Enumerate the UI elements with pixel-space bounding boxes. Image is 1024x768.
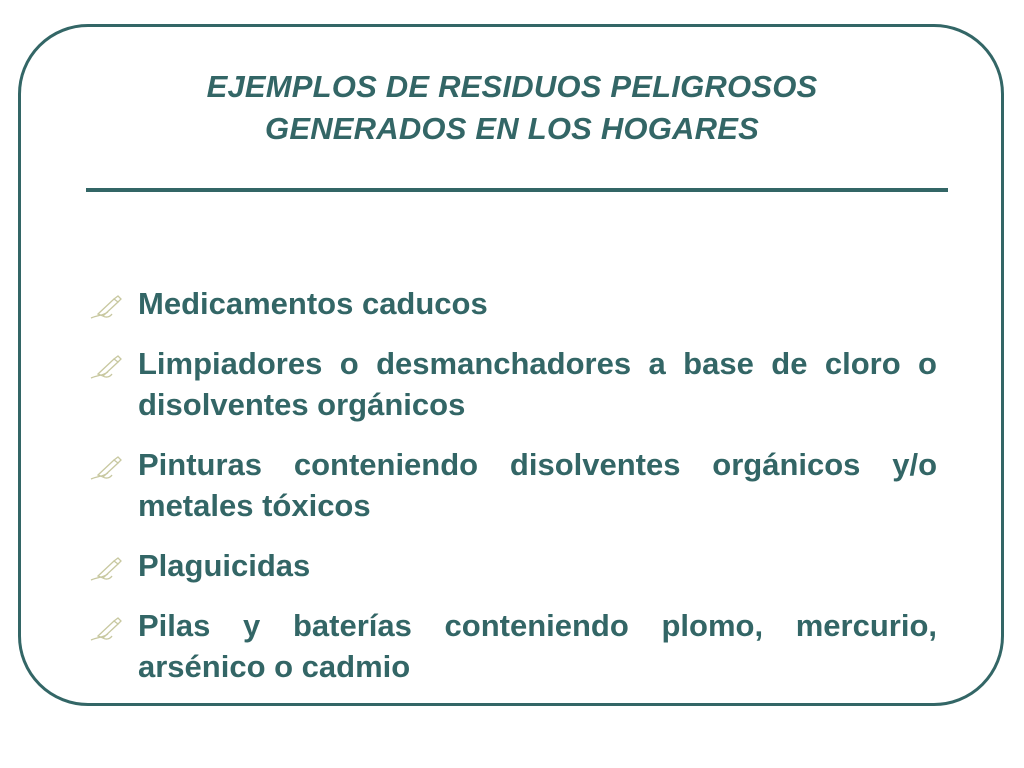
list-item-text: Medicamentos caducos (138, 286, 488, 321)
title-line-1: EJEMPLOS DE RESIDUOS PELIGROSOS (206, 69, 818, 104)
writing-hand-icon (88, 557, 122, 583)
list-item (86, 545, 937, 586)
list-item (86, 283, 937, 324)
bullet-list (86, 283, 937, 706)
writing-hand-icon (88, 617, 122, 643)
writing-hand-icon (88, 456, 122, 482)
title-divider (86, 188, 948, 192)
list-item-text: Pilas y baterías conteniendo plomo, mercurio, arsénico o cadmio (138, 608, 937, 684)
slide-title (80, 66, 944, 150)
list-item-text: Pinturas conteniendo disolventes orgánicos y/o metales tóxicos (138, 447, 937, 523)
list-item-text: Plaguicidas (138, 548, 311, 583)
list-item (86, 343, 937, 425)
writing-hand-icon (88, 355, 122, 381)
list-item (86, 605, 937, 687)
list-item (86, 444, 937, 526)
writing-hand-icon (88, 295, 122, 321)
list-item-text: Limpiadores o desmanchadores a base de cloro o disolventes orgánicos (138, 346, 937, 422)
title-line-2: GENERADOS EN LOS HOGARES (265, 111, 759, 146)
